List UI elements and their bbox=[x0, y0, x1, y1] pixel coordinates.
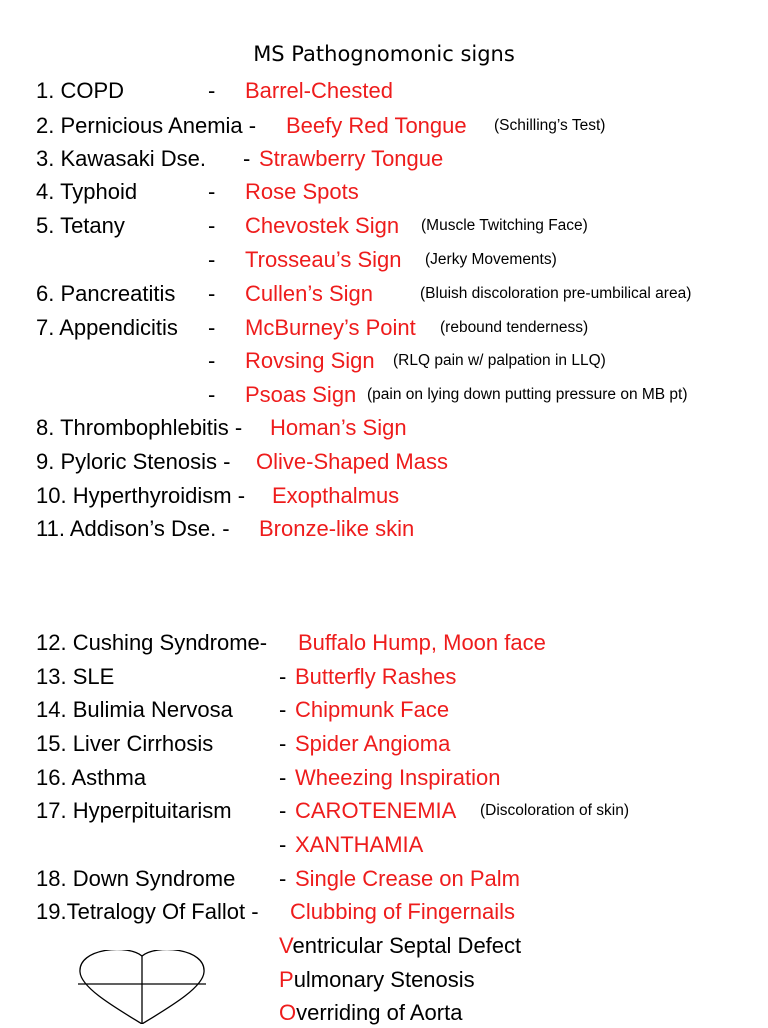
disease-label: 7. Appendicitis bbox=[36, 315, 178, 340]
tof-text: verriding of Aorta bbox=[296, 1000, 463, 1025]
disease-label: 2. Pernicious Anemia - bbox=[36, 113, 257, 138]
tof-text: ulmonary Stenosis bbox=[293, 967, 475, 992]
sign-label: Chipmunk Face bbox=[295, 697, 450, 722]
note: (RLQ pain w/ palpation in LLQ) bbox=[393, 352, 606, 369]
dash: - bbox=[208, 382, 216, 407]
sign-label: Beefy Red Tongue bbox=[286, 113, 467, 138]
note: (pain on lying down putting pressure on MB pt) bbox=[367, 386, 688, 403]
tof-letter: P bbox=[279, 967, 294, 992]
sign-label: Single Crease on Palm bbox=[295, 866, 521, 891]
sign-label: XANTHAMIA bbox=[295, 832, 424, 857]
sign-label: Homan’s Sign bbox=[270, 415, 407, 440]
sign-label: Strawberry Tongue bbox=[259, 146, 444, 171]
sign-label: Psoas Sign bbox=[245, 382, 357, 407]
dash: - bbox=[279, 731, 287, 756]
disease-label: 8. Thrombophlebitis - bbox=[36, 415, 243, 440]
sign-label: Cullen’s Sign bbox=[245, 281, 374, 306]
disease-label: 13. SLE bbox=[36, 664, 115, 689]
dash: - bbox=[208, 281, 216, 306]
disease-label: 3. Kawasaki Dse. bbox=[36, 146, 206, 171]
sign-label: Clubbing of Fingernails bbox=[290, 899, 516, 924]
note: (rebound tenderness) bbox=[440, 319, 589, 336]
disease-label: 17. Hyperpituitarism bbox=[36, 798, 232, 823]
disease-label: 12. Cushing Syndrome- bbox=[36, 630, 268, 655]
sign-label: Exopthalmus bbox=[272, 483, 400, 508]
dash: - bbox=[279, 832, 287, 857]
disease-label: 14. Bulimia Nervosa bbox=[36, 697, 233, 722]
sign-label: Rose Spots bbox=[245, 179, 359, 204]
note: (Muscle Twitching Face) bbox=[421, 217, 588, 234]
dash: - bbox=[279, 697, 287, 722]
disease-label: 1. COPD bbox=[36, 78, 125, 103]
disease-label: 6. Pancreatitis bbox=[36, 281, 176, 306]
page-title: MS Pathognomonic signs bbox=[253, 42, 515, 66]
tof-letter: O bbox=[279, 1000, 297, 1025]
sign-label: McBurney’s Point bbox=[245, 315, 416, 340]
dash: - bbox=[208, 348, 216, 373]
sign-label: Rovsing Sign bbox=[245, 348, 375, 373]
sign-label: Olive-Shaped Mass bbox=[256, 449, 448, 474]
dash: - bbox=[208, 213, 216, 238]
disease-label: 10. Hyperthyroidism - bbox=[36, 483, 246, 508]
sign-label: Buffalo Hump, Moon face bbox=[298, 630, 546, 655]
disease-label: 16. Asthma bbox=[36, 765, 147, 790]
sign-label: Barrel-Chested bbox=[245, 78, 393, 103]
disease-label: 9. Pyloric Stenosis - bbox=[36, 449, 231, 474]
sign-label: Wheezing Inspiration bbox=[295, 765, 501, 790]
note: (Schilling’s Test) bbox=[494, 117, 606, 134]
note: (Jerky Movements) bbox=[425, 251, 557, 268]
sign-label: Bronze-like skin bbox=[259, 516, 415, 541]
dash: - bbox=[208, 78, 216, 103]
disease-label: 15. Liver Cirrhosis bbox=[36, 731, 214, 756]
dash: - bbox=[208, 247, 216, 272]
sign-label: Trosseau’s Sign bbox=[245, 247, 402, 272]
disease-label: 19.Tetralogy Of Fallot - bbox=[36, 899, 259, 924]
dash: - bbox=[279, 765, 287, 790]
dash: - bbox=[208, 315, 216, 340]
sign-label: Butterfly Rashes bbox=[295, 664, 457, 689]
disease-label: 5. Tetany bbox=[36, 213, 125, 238]
sign-label: Chevostek Sign bbox=[245, 213, 400, 238]
note: (Bluish discoloration pre-umbilical area) bbox=[420, 285, 692, 302]
disease-label: 4. Typhoid bbox=[36, 179, 138, 204]
dash: - bbox=[208, 179, 216, 204]
dash: - bbox=[279, 664, 287, 689]
disease-label: 11. Addison’s Dse. - bbox=[36, 516, 230, 541]
dash: - bbox=[279, 798, 287, 823]
tof-letter: V bbox=[279, 933, 293, 958]
dash: - bbox=[279, 866, 287, 891]
tof-text: entricular Septal Defect bbox=[292, 933, 522, 958]
sign-label: CAROTENEMIA bbox=[295, 798, 457, 823]
tof-line bbox=[279, 965, 475, 995]
sign-label: Spider Angioma bbox=[295, 731, 451, 756]
heart-diagram-icon bbox=[76, 950, 208, 1024]
disease-label: 18. Down Syndrome bbox=[36, 866, 236, 891]
dash: - bbox=[243, 146, 251, 171]
tof-line bbox=[279, 931, 521, 961]
note: (Discoloration of skin) bbox=[480, 802, 630, 819]
